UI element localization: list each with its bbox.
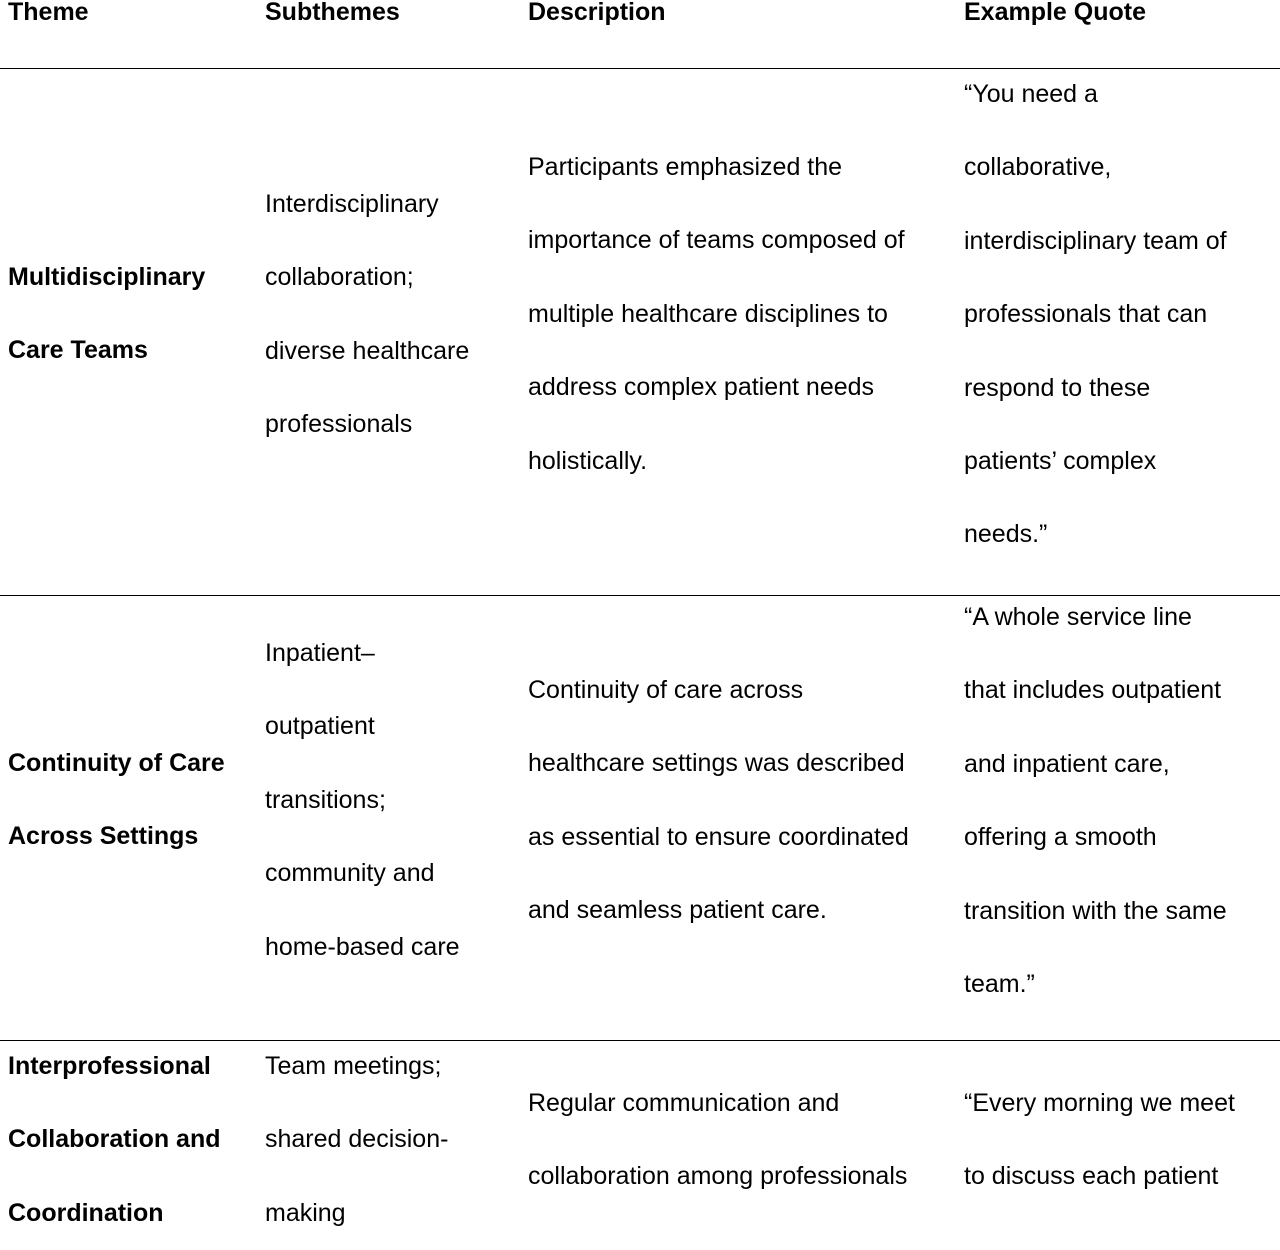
row2-theme [8,727,225,874]
row2-quote-line: that includes outpatient [964,676,1222,705]
row3-subthemes [265,1030,448,1250]
row1-quote-line: collaborative, [964,153,1112,182]
row1-description-line: holistically. [528,446,648,475]
row3-subthemes-line: making [265,1198,346,1227]
header-description: Description [528,0,666,26]
row3-quote-line: to discuss each patient [964,1162,1219,1191]
row1-description-line: importance of teams composed of [528,226,905,255]
row2-description-line: as essential to ensure coordinated [528,822,909,851]
row3-quote-line: “Every morning we meet [964,1089,1235,1117]
row2-subthemes-line: Inpatient– [265,639,375,667]
row3-quote [964,1067,1235,1214]
row3-description-line: Regular communication and [528,1089,840,1117]
row1-quote-line: respond to these [964,373,1151,402]
header-subthemes: Subthemes [265,0,400,26]
row2-quote-line: offering a smooth [964,823,1157,852]
row2-theme-line: Across Settings [8,822,199,851]
row1-theme-line: Care Teams [8,336,148,365]
row1-quote-line: interdisciplinary team of [964,226,1227,255]
row2-subthemes-line: outpatient [265,712,375,741]
row2-description-line: and seamless patient care. [528,896,827,925]
row1-theme [8,241,205,388]
row1-description-line: multiple healthcare disciplines to [528,299,888,328]
row1-description [528,131,905,498]
row1-quote-line: needs.” [964,520,1048,549]
row2-subthemes [265,617,460,984]
row1-subthemes-line: diverse healthcare [265,336,470,365]
row1-subthemes-line: collaboration; [265,263,414,292]
row3-subthemes-line: Team meetings; [265,1052,442,1080]
row1-subthemes-line: professionals [265,410,413,439]
row2-theme-line: Continuity of Care [8,749,225,777]
row1-subthemes-line: Interdisciplinary [265,190,439,218]
row2-quote-line: and inpatient care, [964,749,1170,778]
row2-subthemes-line: transitions; [265,785,386,814]
row1-quote-line: patients’ complex [964,447,1157,476]
row2-subthemes-line: home-based care [265,932,460,961]
row2-quote-line: team.” [964,970,1035,999]
row2-quote-line: transition with the same [964,896,1227,925]
row2-quote [964,581,1227,1021]
row2-subthemes-line: community and [265,859,435,888]
row3-theme-line: Collaboration and [8,1125,221,1154]
row1-description-line: address complex patient needs [528,373,875,402]
row2-description-line: Continuity of care across [528,676,804,704]
row3-description [528,1067,907,1214]
row3-description-line: collaboration among professionals [528,1162,908,1191]
row3-theme [8,1030,221,1250]
row1-theme-line: Multidisciplinary [8,263,206,291]
row2-description [528,654,909,948]
row1-quote [964,58,1227,572]
row1-subthemes [265,168,469,462]
row1-quote-line: professionals that can [964,300,1208,329]
row2-description-line: healthcare settings was described [528,749,905,778]
header-example-quote: Example Quote [964,0,1146,26]
row3-subthemes-line: shared decision- [265,1125,449,1154]
row1-description-line: Participants emphasized the [528,153,843,181]
row2-quote-line: “A whole service line [964,603,1192,631]
row1-quote-line: “You need a [964,80,1098,108]
row3-theme-line: Interprofessional [8,1052,211,1080]
row3-theme-line: Coordination [8,1198,164,1227]
header-theme: Theme [8,0,89,26]
